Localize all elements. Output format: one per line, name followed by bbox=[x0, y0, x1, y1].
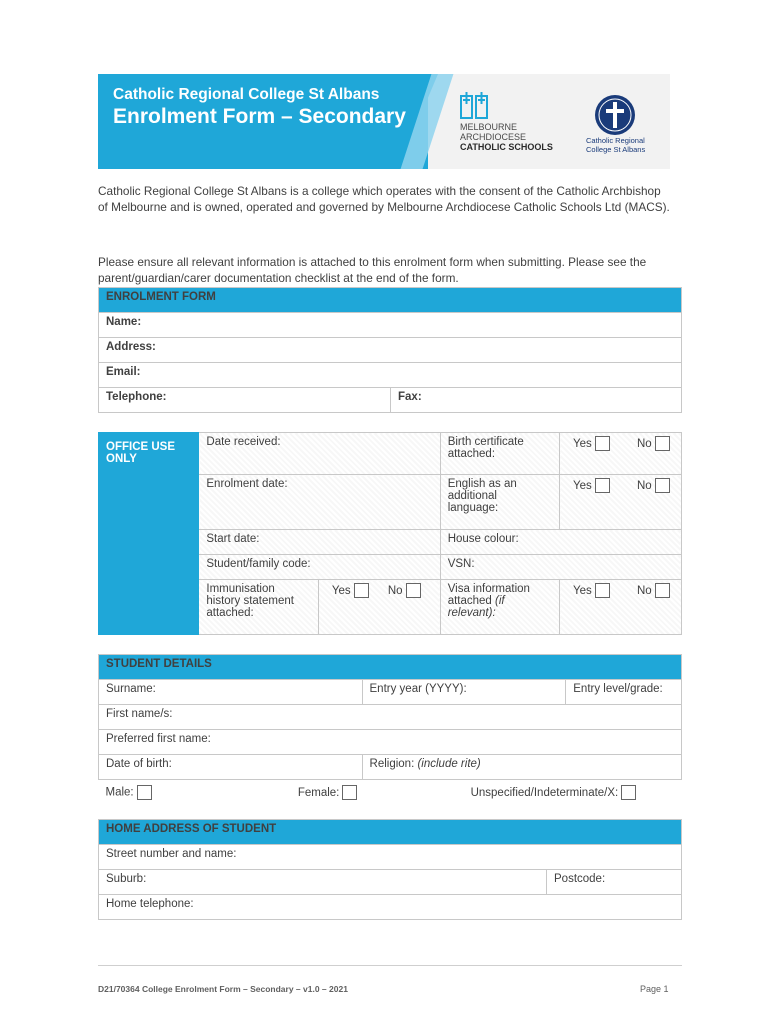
unspecified-checkbox[interactable] bbox=[621, 785, 636, 800]
female-label: Female: bbox=[297, 786, 340, 799]
footer-divider bbox=[98, 965, 682, 966]
date-received-field[interactable] bbox=[199, 433, 440, 475]
email-label: Email: bbox=[106, 366, 141, 378]
vsn-label: VSN: bbox=[447, 558, 475, 570]
english-line: additional bbox=[447, 490, 497, 502]
no-label: No bbox=[637, 479, 652, 492]
surname-label: Surname: bbox=[106, 683, 156, 695]
immunisation-line: Immunisation bbox=[206, 583, 275, 595]
immunisation-line: attached: bbox=[206, 607, 254, 619]
home-telephone-field[interactable] bbox=[99, 895, 682, 920]
postcode-label: Postcode: bbox=[554, 873, 606, 885]
fax-label: Fax: bbox=[398, 391, 422, 403]
school-name: Catholic Regional College St Albans bbox=[113, 86, 380, 103]
house-colour-field[interactable] bbox=[440, 530, 681, 555]
birth-cert-line: Birth certificate bbox=[447, 436, 524, 448]
yes-label: Yes bbox=[573, 479, 592, 492]
english-yes-checkbox[interactable] bbox=[595, 478, 610, 493]
immunisation-line: history statement bbox=[206, 595, 294, 607]
english-line: language: bbox=[447, 502, 499, 514]
yes-label: Yes bbox=[331, 584, 351, 597]
office-use-table bbox=[98, 432, 682, 635]
visa-note: (if bbox=[495, 595, 505, 607]
date-received-label: Date received: bbox=[206, 436, 281, 448]
female-checkbox[interactable] bbox=[342, 785, 357, 800]
birth-cert-options bbox=[560, 433, 682, 475]
birth-cert-no-checkbox[interactable] bbox=[655, 436, 670, 451]
no-label: No bbox=[387, 584, 403, 597]
religion-label: Religion: bbox=[369, 758, 415, 770]
first-names-label: First name/s: bbox=[106, 708, 173, 720]
house-colour-label: House colour: bbox=[447, 533, 519, 545]
enrolment-form-table bbox=[98, 287, 682, 413]
document-reference: D21/70364 College Enrolment Form – Secondary – v1.0 – 2021 bbox=[98, 984, 348, 994]
crc-line: Catholic Regional bbox=[586, 136, 645, 145]
unspecified-label: Unspecified/Indeterminate/X: bbox=[470, 786, 619, 799]
office-label-line: ONLY bbox=[106, 453, 137, 465]
email-field[interactable] bbox=[99, 363, 682, 388]
fax-field[interactable] bbox=[391, 388, 682, 413]
street-field[interactable] bbox=[99, 845, 682, 870]
english-options bbox=[560, 475, 682, 530]
visa-line: attached bbox=[447, 595, 492, 607]
form-title: Enrolment Form – Secondary bbox=[113, 105, 406, 128]
no-label: No bbox=[637, 584, 652, 597]
immunisation-no-checkbox[interactable] bbox=[406, 583, 421, 598]
visa-options bbox=[560, 580, 682, 635]
family-code-field[interactable] bbox=[199, 555, 440, 580]
home-telephone-label: Home telephone: bbox=[106, 898, 194, 910]
telephone-field[interactable] bbox=[99, 388, 391, 413]
immunisation-label bbox=[199, 580, 318, 635]
visa-line: Visa information bbox=[447, 583, 530, 595]
religion-note: (include rite) bbox=[417, 758, 481, 770]
intro-paragraph: Catholic Regional College St Albans is a college which operates with the consent of the Catholic Archbishop of Melbourne and is owned, operated and governed by Melbourne Archdiocese Catholic Schools Ltd (MACS). bbox=[98, 184, 670, 214]
entry-year-field[interactable] bbox=[362, 680, 566, 705]
yes-label: Yes bbox=[573, 437, 592, 450]
entry-year-label: Entry year (YYYY): bbox=[369, 683, 467, 695]
dob-field[interactable] bbox=[99, 755, 363, 780]
entry-level-field[interactable] bbox=[566, 680, 682, 705]
preferred-name-label: Preferred first name: bbox=[106, 733, 211, 745]
macs-logo-text bbox=[460, 122, 553, 152]
religion-field[interactable] bbox=[362, 755, 681, 780]
office-label-line: OFFICE USE bbox=[106, 441, 176, 453]
student-details-table bbox=[98, 654, 682, 805]
visa-no-checkbox[interactable] bbox=[655, 583, 670, 598]
birth-cert-label bbox=[440, 433, 559, 475]
student-details-heading: STUDENT DETAILS bbox=[99, 655, 682, 680]
male-checkbox[interactable] bbox=[137, 785, 152, 800]
start-date-field[interactable] bbox=[199, 530, 440, 555]
instructions-paragraph: Please ensure all relevant information is attached to this enrolment form when submitting. Please see the parent/guardian/carer documentation checklist at the end of the form. bbox=[98, 255, 647, 285]
male-label: Male: bbox=[105, 786, 134, 799]
office-use-label bbox=[99, 433, 199, 635]
header-banner bbox=[98, 74, 670, 169]
name-field[interactable] bbox=[99, 313, 682, 338]
crc-logo-text bbox=[586, 136, 645, 154]
family-code-label: Student/family code: bbox=[206, 558, 311, 570]
enrolment-date-field[interactable] bbox=[199, 475, 440, 530]
name-label: Name: bbox=[106, 316, 142, 328]
suburb-field[interactable] bbox=[99, 870, 547, 895]
surname-field[interactable] bbox=[99, 680, 363, 705]
visa-yes-checkbox[interactable] bbox=[595, 583, 610, 598]
macs-line: ARCHDIOCESE bbox=[460, 132, 527, 142]
immunisation-options bbox=[318, 580, 440, 635]
no-label: No bbox=[637, 437, 652, 450]
first-names-field[interactable] bbox=[99, 705, 682, 730]
visa-label bbox=[440, 580, 559, 635]
yes-label: Yes bbox=[573, 584, 592, 597]
home-address-table bbox=[98, 819, 682, 920]
enrolment-heading: ENROLMENT FORM bbox=[99, 288, 682, 313]
address-label: Address: bbox=[106, 341, 156, 353]
address-field[interactable] bbox=[99, 338, 682, 363]
enrolment-date-label: Enrolment date: bbox=[206, 478, 288, 490]
birth-cert-yes-checkbox[interactable] bbox=[595, 436, 610, 451]
english-no-checkbox[interactable] bbox=[655, 478, 670, 493]
page-number: Page 1 bbox=[640, 984, 669, 994]
english-label bbox=[440, 475, 559, 530]
macs-logo-icon bbox=[460, 92, 490, 120]
street-label: Street number and name: bbox=[106, 848, 237, 860]
postcode-field[interactable] bbox=[547, 870, 682, 895]
telephone-label: Telephone: bbox=[106, 391, 167, 403]
macs-line: CATHOLIC SCHOOLS bbox=[460, 142, 553, 152]
dob-label: Date of birth: bbox=[106, 758, 172, 770]
crc-line: College St Albans bbox=[586, 145, 646, 154]
home-address-heading: HOME ADDRESS OF STUDENT bbox=[99, 820, 682, 845]
english-line: English as an bbox=[447, 478, 517, 490]
preferred-name-field[interactable] bbox=[99, 730, 682, 755]
vsn-field[interactable] bbox=[440, 555, 681, 580]
suburb-label: Suburb: bbox=[106, 873, 147, 885]
macs-line: MELBOURNE bbox=[460, 122, 518, 132]
gender-row bbox=[99, 780, 682, 805]
visa-note: relevant): bbox=[447, 607, 496, 619]
crc-crest-icon bbox=[594, 94, 636, 136]
immunisation-yes-checkbox[interactable] bbox=[354, 583, 369, 598]
start-date-label: Start date: bbox=[206, 533, 260, 545]
birth-cert-line: attached: bbox=[447, 448, 496, 460]
entry-level-label: Entry level/grade: bbox=[573, 683, 663, 695]
